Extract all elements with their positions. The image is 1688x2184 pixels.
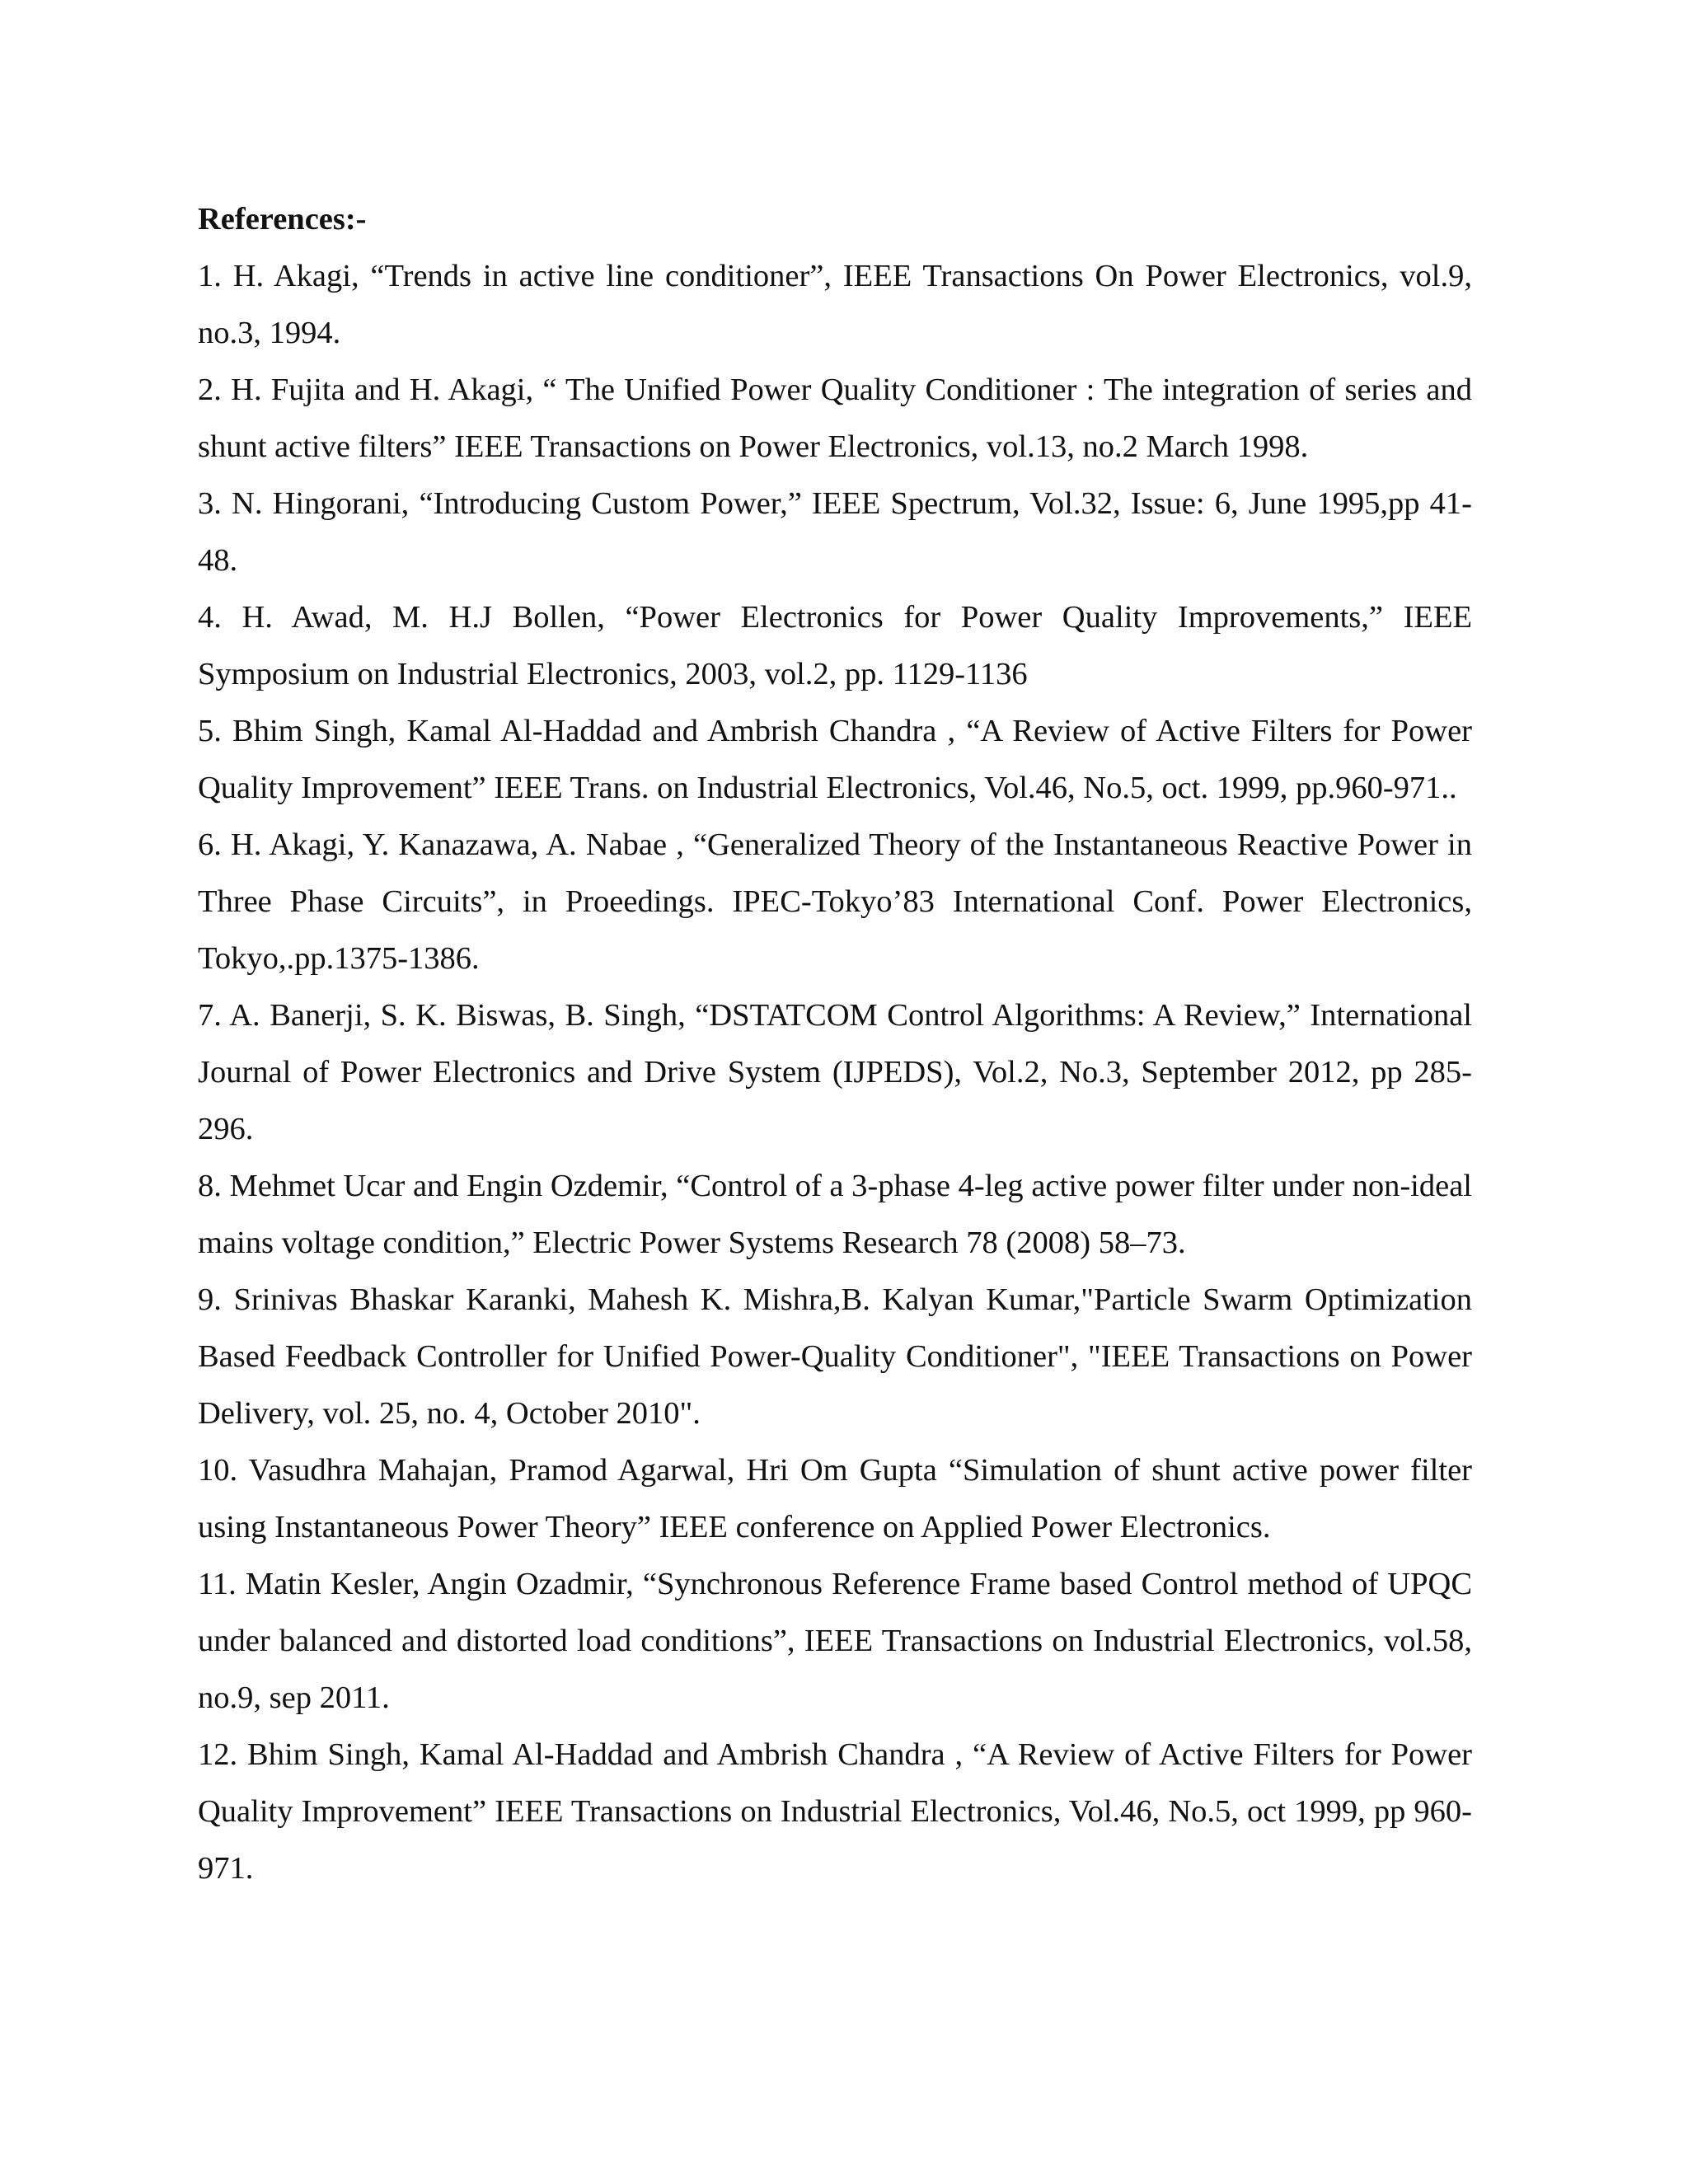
reference-item-3: 3. N. Hingorani, “Introducing Custom Power,” IEEE Spectrum, Vol.32, Issue: 6, June 1995,pp 41-48. xyxy=(198,486,1472,578)
reference-item-6: 6. H. Akagi, Y. Kanazawa, A. Nabae , “Generalized Theory of the Instantaneous Reactive Power in Three Phase Circuits”, in Proeedings. IPEC-Tokyo’83 International Conf. Power Electronics, Tokyo,.pp.1375-1386. xyxy=(198,827,1472,976)
reference-item-1: 1. H. Akagi, “Trends in active line conditioner”, IEEE Transactions On Power Electronics, vol.9, no.3, 1994. xyxy=(198,259,1472,350)
reference-list xyxy=(198,248,1472,1897)
references-heading: References:- xyxy=(198,202,367,237)
reference-item-12: 12. Bhim Singh, Kamal Al-Haddad and Ambrish Chandra , “A Review of Active Filters for Power Quality Improvement” IEEE Transactions on Industrial Electronics, Vol.46, No.5, oct 1999, pp 960-971. xyxy=(198,1737,1472,1886)
reference-item-5: 5. Bhim Singh, Kamal Al-Haddad and Ambrish Chandra , “A Review of Active Filters for Power Quality Improvement” IEEE Trans. on Industrial Electronics, Vol.46, No.5, oct. 1999, pp.960-971.. xyxy=(198,714,1472,805)
references-page xyxy=(198,191,1472,1897)
reference-item-11: 11. Matin Kesler, Angin Ozadmir, “Synchronous Reference Frame based Control method of UPQC under balanced and distorted load conditions”, IEEE Transactions on Industrial Electronics, vol.58, no.9, sep 2011. xyxy=(198,1567,1472,1715)
reference-item-8: 8. Mehmet Ucar and Engin Ozdemir, “Control of a 3-phase 4-leg active power filter under non-ideal mains voltage condition,” Electric Power Systems Research 78 (2008) 58–73. xyxy=(198,1169,1472,1260)
reference-item-2: 2. H. Fujita and H. Akagi, “ The Unified Power Quality Conditioner : The integration of series and shunt active filters” IEEE Transactions on Power Electronics, vol.13, no.2 March 1998. xyxy=(198,373,1472,464)
reference-item-7: 7. A. Banerji, S. K. Biswas, B. Singh, “DSTATCOM Control Algorithms: A Review,” International Journal of Power Electronics and Drive System (IJPEDS), Vol.2, No.3, September 2012, pp 285-296. xyxy=(198,998,1472,1146)
reference-item-9: 9. Srinivas Bhaskar Karanki, Mahesh K. Mishra,B. Kalyan Kumar,"Particle Swarm Optimization Based Feedback Controller for Unified Power-Quality Conditioner", "IEEE Transactions on Power Delivery, vol. 25, no. 4, October 2010". xyxy=(198,1282,1472,1431)
reference-item-10: 10. Vasudhra Mahajan, Pramod Agarwal, Hri Om Gupta “Simulation of shunt active power filter using Instantaneous Power Theory” IEEE conference on Applied Power Electronics. xyxy=(198,1453,1472,1544)
reference-item-4: 4. H. Awad, M. H.J Bollen, “Power Electronics for Power Quality Improvements,” IEEE Symposium on Industrial Electronics, 2003, vol.2, pp. 1129-1136 xyxy=(198,600,1472,691)
